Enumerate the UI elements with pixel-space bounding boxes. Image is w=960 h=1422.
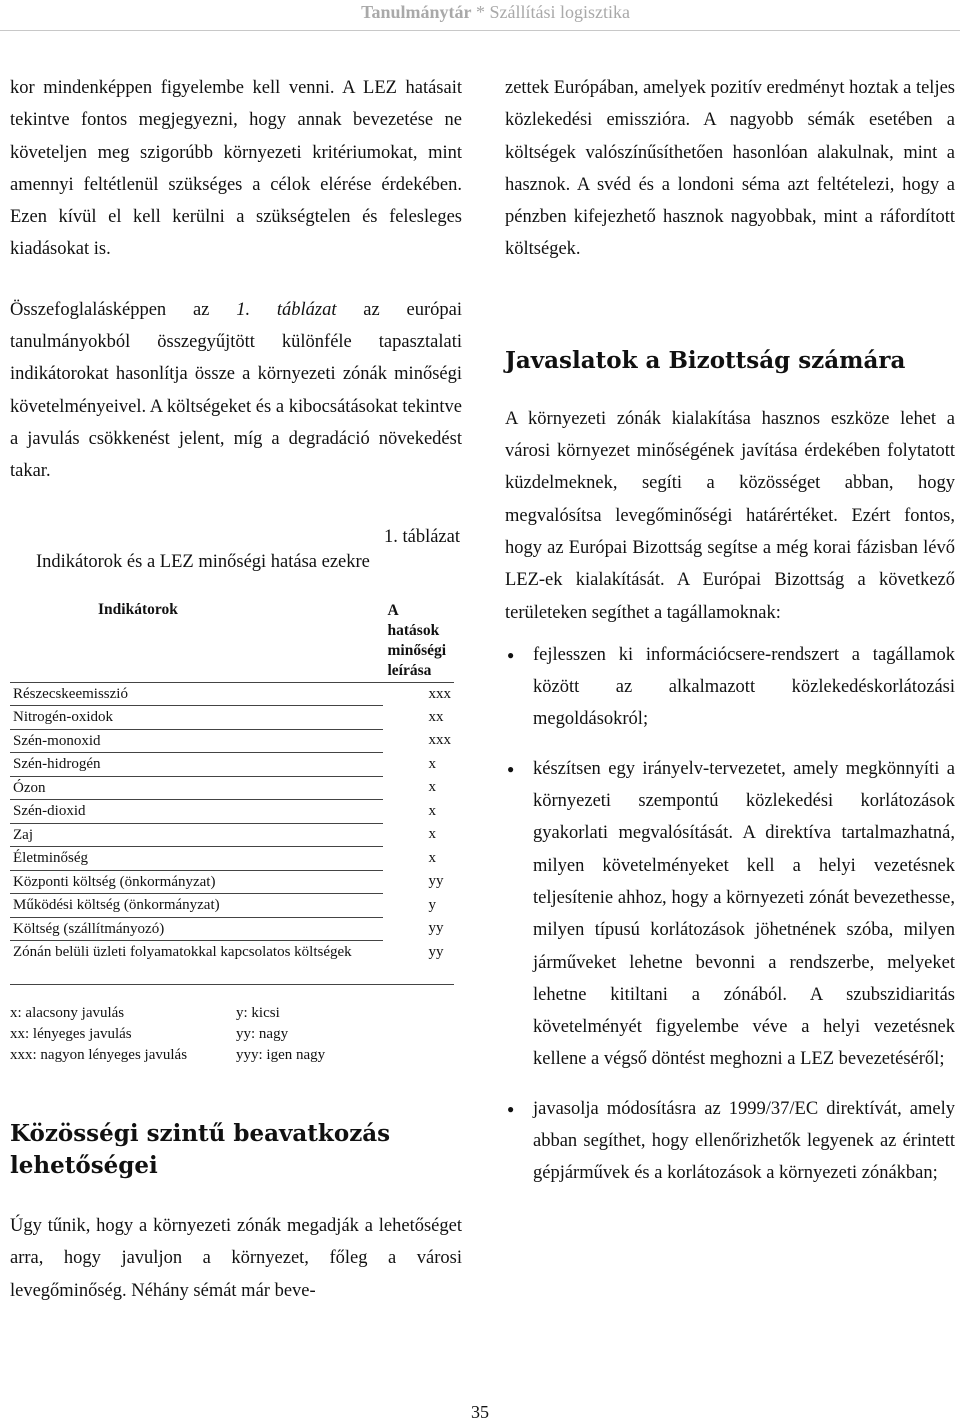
left-paragraph-1: kor mindenképpen figyelembe kell venni. A LEZ hatásait tekintve fontos megjegyezni, hogy annak bevezetése ne követeljen meg szigorúbb környezeti kritériumokat, mint amennyi feltétlenül szükséges a célok elérése érdekében. Ezen kívül el kell kerülni a szükségtelen és felesleges kiadásokat is.: [10, 78, 462, 260]
indicator-name: Zaj: [10, 823, 383, 847]
legend-cost: y: kicsi: [236, 1005, 280, 1022]
indicator-name: Részecskeemisszió: [10, 682, 383, 706]
legend-improvement: xxx: nagyon lényeges javulás: [10, 1047, 188, 1064]
table-row: [10, 870, 454, 894]
legend-cost: yyy: igen nagy: [236, 1047, 326, 1064]
table-row: [10, 917, 454, 941]
section-heading-proposals: Javaslatok a Bizottság számára: [505, 346, 906, 374]
impact-value: x: [428, 779, 436, 796]
header-rule: [0, 30, 960, 31]
legend-row: [10, 1024, 325, 1045]
table-row: [10, 823, 454, 847]
left-paragraph-2: [10, 294, 462, 488]
section-heading-community: Közösségi szintű beavatkozás lehetőségei: [10, 1120, 391, 1180]
list-item: ● fejlesszen ki információcsere-rendszert a tagállamok között az alkalmazott közlekedéskorlátozási megoldásokról;: [533, 639, 955, 736]
col-header-impacts: A hatások minőségi leírása: [383, 597, 455, 683]
p2-rest: az európai tanulmányokból összegyűjtött különféle tapasztalati indikátorokat hasonlítja össze a környezeti zónák minőségi követelményeivel. A költségeket és a kibocsátásokat tekintve a javulás csökkenést jelent, míg a degradáció növekedést takar.: [10, 299, 462, 482]
indicator-name: Szén-hidrogén: [10, 753, 383, 777]
table-row: [10, 753, 454, 777]
indicator-name: Nitrogén-oxidok: [10, 706, 383, 730]
page-number: 35: [471, 1402, 489, 1422]
indicator-name: Életminőség: [10, 847, 383, 871]
col-header-indicators: Indikátorok: [10, 597, 383, 683]
table-row: [10, 800, 454, 824]
table-row: [10, 894, 454, 918]
right-column: [505, 72, 955, 1207]
indicator-name: Szén-monoxid: [10, 729, 383, 753]
left-column: [10, 72, 462, 1307]
running-header: [0, 0, 960, 28]
legend-row: [10, 1045, 325, 1066]
right-paragraph-2: A környezeti zónák kialakítása hasznos eszköze lehet a városi környezet minőségének javítása érdekében folytatott küzdelmeknek, segíti a közösséget abban, hogy megvalósítsa levegőminőségi határértéket. Ezért fontos, hogy az Európai Bizottság segítse a még korai fázisban lévő LEZ-ek kialakítását. A Európai Bizottság a következő területeken segíthet a tagállamoknak:: [505, 408, 955, 623]
p2-lead: Összefoglalásképpen az: [10, 299, 237, 320]
table-title: Indikátorok és a LEZ minőségi hatása ezekre: [36, 551, 370, 572]
impact-value: x: [428, 826, 436, 843]
table-row: [10, 729, 454, 753]
legend-row: [10, 1003, 325, 1024]
proposal-list: [505, 639, 955, 1190]
header-separator: *: [471, 2, 490, 22]
legend-cost: yy: nagy: [236, 1026, 289, 1043]
indicator-name: Zónán belüli üzleti folyamatokkal kapcsolatos költségek: [10, 941, 383, 985]
list-item: ● készítsen egy irányelv-tervezetet, amely megkönnyíti a környezeti szempontú közlekedési korlátozások gyakorlati megvalósítását. A direktíva tartalmazhatná, milyen követelményeket kell a helyi vezetésnek teljesítenie ahhoz, hogy a környezeti zónát bevezethesse, milyen típusú korlátozások jöhetnének szóba, milyen járműveket lehetne bevonni a rendszerbe, melyeket lehetne kitiltani a zónából. A szubszidiaritás követelményét figyelembe véve a helyi vezetésnek kellene a végső döntést meghozni a LEZ bevezetéséről;: [533, 753, 955, 1076]
impact-value: x: [428, 849, 436, 866]
impact-value: x: [428, 802, 436, 819]
legend-improvement: xx: lényeges javulás: [10, 1026, 132, 1043]
table-row: [10, 941, 454, 985]
left-paragraph-3: Úgy tűnik, hogy a környezeti zónák megadják a lehetőséget arra, hogy javuljon a környezet, főleg a városi levegőminőség. Néhány sémát már beve-: [10, 1216, 462, 1301]
table-row: [10, 682, 454, 706]
right-paragraph-1: zettek Európában, amelyek pozitív eredményt hoztak a teljes közlekedési emisszióra. A nagyobb sémák esetében a költségek valószínűsíthetően hasonlóan alakulnak, mint a hasznok. A svéd és a londoni séma azt feltételezi, hogy a pénzben kifejezhető hasznok nagyobbak, mint a ráfordított költségek.: [505, 78, 955, 260]
impact-value: yy: [428, 943, 444, 960]
impact-value: xxx: [428, 685, 451, 702]
legend-improvement: x: alacsony javulás: [10, 1005, 125, 1022]
indicator-name: Költség (szállítmányozó): [10, 917, 383, 941]
impact-value: x: [428, 755, 436, 772]
impact-value: yy: [428, 873, 444, 890]
indicator-table: [10, 597, 454, 986]
table-number: 1. táblázat: [383, 526, 460, 547]
list-item: ● javasolja módosításra az 1999/37/EC direktívát, amely abban segíthet, hogy ellenőrizhetők legyenek az érintett gépjárművek és a korlátozások a környezeti zónákban;: [533, 1093, 955, 1190]
indicator-name: Központi költség (önkormányzat): [10, 870, 383, 894]
table-reference: 1. táblázat: [236, 299, 337, 320]
table-row: [10, 847, 454, 871]
impact-value: xx: [428, 708, 444, 725]
table-legend: [10, 1003, 325, 1066]
impact-value: yy: [428, 920, 444, 937]
header-subtitle: Szállítási logisztika: [489, 2, 630, 22]
indicator-name: Szén-dioxid: [10, 800, 383, 824]
indicator-name: Ózon: [10, 776, 383, 800]
table-row: [10, 706, 454, 730]
indicator-name: Működési költség (önkormányzat): [10, 894, 383, 918]
header-title: Tanulmánytár: [361, 2, 472, 22]
table-row: [10, 776, 454, 800]
impact-value: y: [428, 896, 436, 913]
impact-value: xxx: [428, 732, 451, 749]
